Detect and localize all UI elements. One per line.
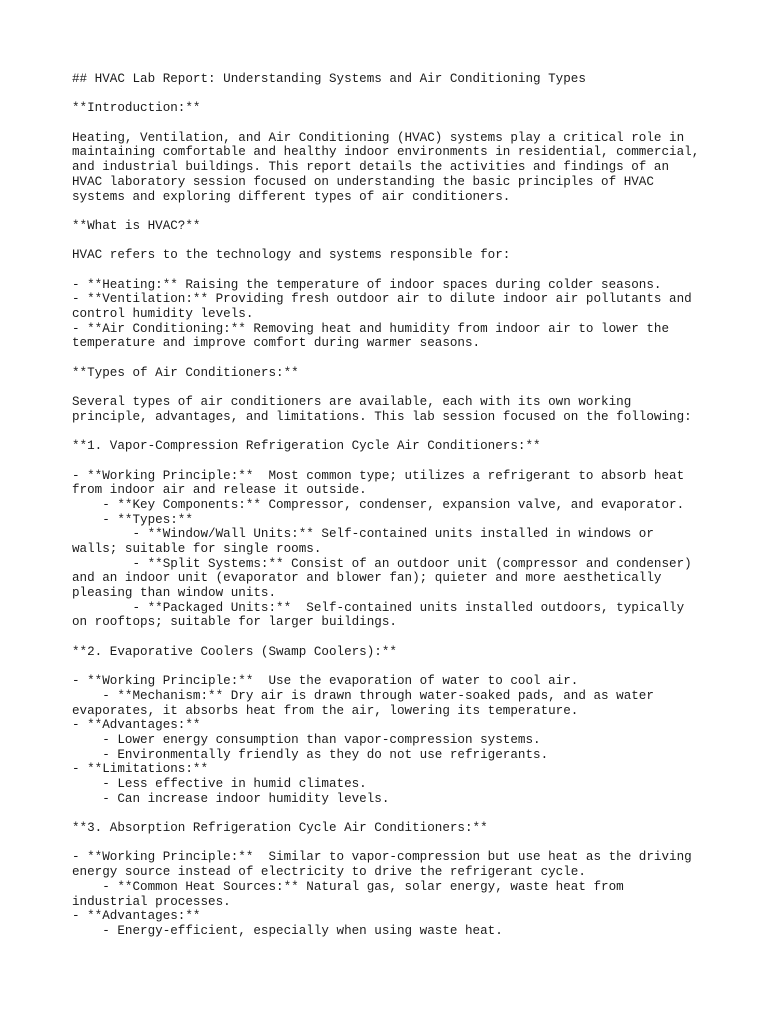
blank-line [72,425,712,440]
blank-line [72,660,712,675]
list-item-line: - **Limitations:** [72,762,209,777]
list-item-line: - **Working Principle:** Most common type; utilizes a refrigerant to absorb heat [72,468,685,483]
blank-line [72,454,712,469]
blank-line [72,204,712,219]
blank-line [72,806,712,821]
list-item-line: - **Window/Wall Units:** Self-contained units installed in windows or [72,527,654,542]
paragraph-line: energy source instead of electricity to drive the refrigerant cycle. [72,865,586,880]
paragraph-line: pleasing than window units. [72,586,277,601]
list-item-line: - **Common Heat Sources:** Natural gas, solar energy, waste heat from [72,879,624,894]
paragraph-line: control humidity levels. [72,307,254,321]
list-item-line: - **Working Principle:** Similar to vapor-compression but use heat as the driving [72,850,692,865]
section-heading: **1. Vapor-Compression Refrigeration Cycle Air Conditioners:** [72,439,541,454]
paragraph-line: walls; suitable for single rooms. [72,542,322,556]
list-item-line: - **Air Conditioning:** Removing heat and humidity from indoor air to lower the [72,321,670,336]
blank-line [72,380,712,395]
list-item-line: - **Packaged Units:** Self-contained units installed outdoors, typically [72,600,685,615]
list-item-line: - Can increase indoor humidity levels. [72,791,390,806]
section-heading: **2. Evaporative Coolers (Swamp Coolers):** [72,644,397,659]
paragraph-line: Heating, Ventilation, and Air Conditioning (HVAC) systems play a critical role in [72,130,685,145]
list-item-line: - Less effective in humid climates. [72,777,367,791]
document-page [72,72,712,939]
blank-line [72,116,712,131]
paragraph-line: and industrial buildings. This report details the activities and findings of an [72,160,670,175]
list-item-line: - **Working Principle:** Use the evaporation of water to cool air. [72,674,579,689]
list-item-line: - **Types:** [72,512,193,527]
blank-line [72,234,712,249]
paragraph-line: systems and exploring different types of air conditioners. [72,189,511,204]
list-item-line: - **Split Systems:** Consist of an outdoor unit (compressor and condenser) [72,556,692,571]
blank-line [72,263,712,278]
paragraph-line: on rooftops; suitable for larger buildings. [72,615,397,630]
paragraph-line: and an indoor unit (evaporator and blower fan); quieter and more aesthetically [72,571,662,586]
list-item-line: - Lower energy consumption than vapor-compression systems. [72,732,541,747]
list-item-line: - **Advantages:** [72,718,201,733]
paragraph-line: maintaining comfortable and healthy indoor environments in residential, commercial, [72,145,700,160]
list-item-line: - **Ventilation:** Providing fresh outdoor air to dilute indoor air pollutants and [72,292,692,307]
paragraph-line: industrial processes. [72,894,231,909]
list-item-line: - **Heating:** Raising the temperature of indoor spaces during colder seasons. [72,277,662,292]
blank-line [72,836,712,851]
paragraph-line: Several types of air conditioners are available, each with its own working [72,395,632,410]
list-item-line: - **Mechanism:** Dry air is drawn through water-soaked pads, and as water [72,688,654,703]
section-heading: **3. Absorption Refrigeration Cycle Air Conditioners:** [72,821,488,836]
section-heading: **Introduction:** [72,101,201,116]
section-heading: **Types of Air Conditioners:** [72,365,299,380]
section-heading: **What is HVAC?** [72,218,201,233]
blank-line [72,87,712,102]
paragraph-line: temperature and improve comfort during warmer seasons. [72,336,481,351]
report-title: ## HVAC Lab Report: Understanding Systems and Air Conditioning Types [72,72,586,86]
blank-line [72,630,712,645]
list-item-line: - Energy-efficient, especially when using waste heat. [72,923,503,938]
paragraph-line: HVAC refers to the technology and systems responsible for: [72,248,511,263]
list-item-line: - **Advantages:** [72,909,201,924]
paragraph-line: from indoor air and release it outside. [72,483,367,498]
paragraph-line: HVAC laboratory session focused on understanding the basic principles of HVAC [72,174,654,189]
list-item-line: - Environmentally friendly as they do not use refrigerants. [72,747,549,762]
list-item-line: - **Key Components:** Compressor, condenser, expansion valve, and evaporator. [72,497,685,512]
blank-line [72,351,712,366]
paragraph-line: principle, advantages, and limitations. This lab session focused on the following: [72,409,692,424]
paragraph-line: evaporates, it absorbs heat from the air, lowering its temperature. [72,703,579,718]
